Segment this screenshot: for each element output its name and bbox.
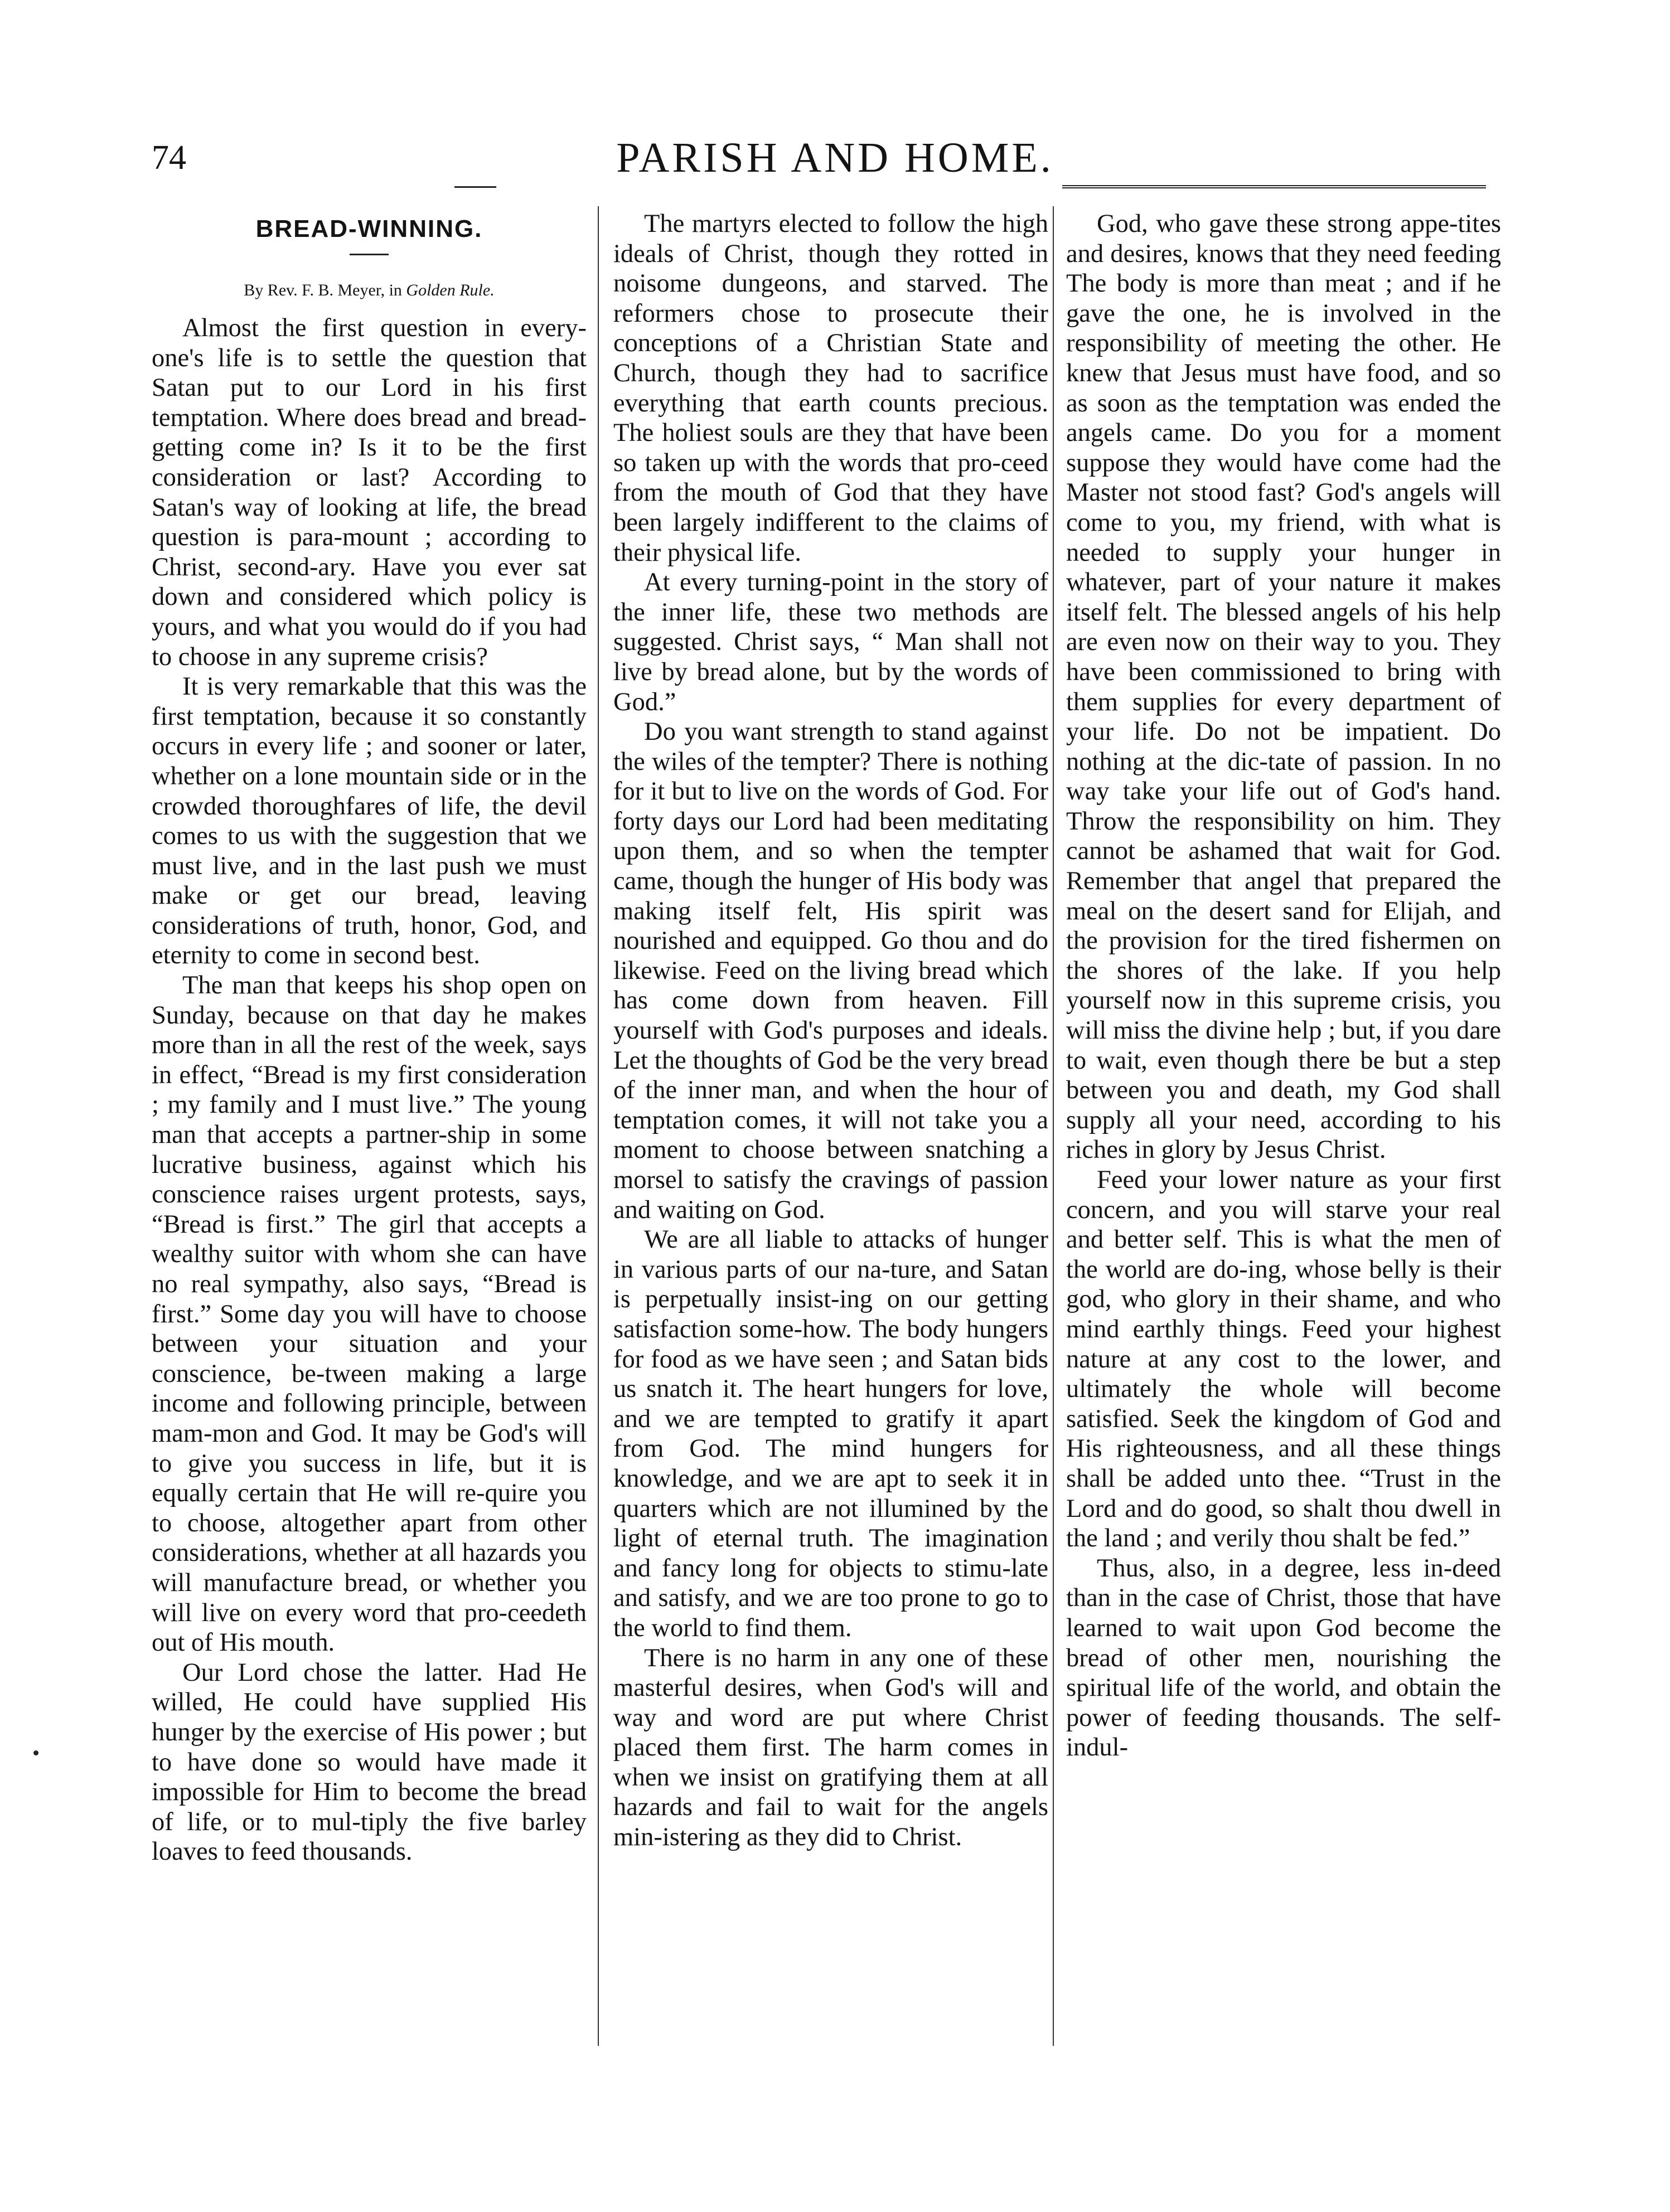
paragraph: There is no harm in any one of these masterful desires, when God's will and way and word are put where Christ placed them first. The harm comes in when we insist on gratifying them at all hazards and fail to wait for the angels min-istering as they did to Christ. — [613, 1643, 1048, 1852]
paragraph: Our Lord chose the latter. Had He willed, He could have supplied His hunger by the exercise of His power ; but to have done so would have made it impossible for Him to become the bread of life, or to mul-tiply the five barley loaves to feed thousands. — [152, 1658, 587, 1866]
page-number: 74 — [152, 139, 186, 177]
title-divider — [350, 254, 389, 255]
column-divider — [598, 206, 599, 2046]
paragraph: It is very remarkable that this was the first temptation, because it so constantly occurs in every life ; and sooner or later, whether on a lone mountain side or in the crowded thoroughfares of life, the devil comes to us with the suggestion that we must live, and in the last push we must make or get our bread, leaving considerations of truth, honor, God, and eternity to come in second best. — [152, 672, 587, 970]
column-divider — [1053, 206, 1054, 2046]
paragraph: Feed your lower nature as your first concern, and you will starve your real and better self. This is what the men of the world are do-ing, whose belly is their god, who glory in their shame, and who mind earthly things. Feed your highest nature at any cost to the lower, and ultimately the whole will become satisfied. Seek the kingdom of God and His righteousness, and all these things shall be added unto thee. “Trust in the Lord and do good, so shalt thou dwell in the land ; and verily thou shalt be fed.” — [1066, 1166, 1501, 1553]
paragraph: Almost the first question in every-one's life is to settle the question that Satan put to our Lord in his first temptation. Where does bread and bread-getting come in? Is it to be the first consideration or last? According to Satan's way of looking at life, the bread question is para-mount ; according to Christ, second-ary. Have you ever sat down and considered which policy is yours, and what you would do if you had to choose in any supreme crisis? — [152, 314, 587, 671]
article-column-3 — [1066, 209, 1501, 1763]
byline-author: By Rev. F. B. Meyer, in — [244, 281, 402, 299]
paragraph: We are all liable to attacks of hunger in various parts of our na-ture, and Satan is perpetually insist-ing on our getting satisfaction some-how. The body hungers for food as we have seen ; and Satan bids us snatch it. The heart hungers for love, and we are tempted to gratify it apart from God. The mind hungers for knowledge, and we are apt to seek it in quarters which are not illumined by the light of eternal truth. The imagination and fancy long for objects to stimu-late and satisfy, and we are too prone to go to the world to find them. — [613, 1225, 1048, 1642]
article-byline — [152, 278, 587, 303]
paragraph: God, who gave these strong appe-tites and desires, knows that they need feeding The body is more than meat ; and if he gave the one, he is involved in the responsibility of meeting the other. He knew that Jesus must have food, and so as soon as the temptation was ended the angels came. Do you for a moment suppose they would have come had the Master not stood fast? God's angels will come to you, my friend, with what is needed to supply your hunger in whatever, part of your nature it makes itself felt. The blessed angels of his help are even now on their way to you. They have been commissioned to bring with them supplies for every department of your life. Do not be impatient. Do nothing at the dic-tate of passion. In no way take your life out of God's hand. Throw the responsibility on him. They cannot be ashamed that wait for God. Remember that angel that prepared the meal on the desert sand for Elijah, and the provision for the tired fishermen on the shores of the lake. If you help yourself now in this supreme crisis, you will miss the divine help ; but, if you dare to wait, even though there be but a step between you and death, my God shall supply all your need, according to his riches in glory by Jesus Christ. — [1066, 210, 1501, 1165]
masthead-title: PARISH AND HOME. — [616, 134, 1054, 181]
header-rule-right — [1062, 185, 1486, 188]
article-title: BREAD-WINNING. — [255, 215, 483, 242]
paragraph: At every turning-point in the story of the inner life, these two methods are suggested. Christ says, “ Man shall not live by bread alone, but by the words of God.” — [613, 568, 1048, 716]
paragraph: The man that keeps his shop open on Sunday, because on that day he makes more than in all the rest of the week, says in effect, “Bread is my first consideration ; my family and I must live.” The young man that accepts a partner-ship in some lucrative business, against which his conscience raises urgent protests, says, “Bread is first.” The girl that accepts a wealthy suitor with whom she can have no real sympathy, also says, “Bread is first.” Some day you will have to choose between your situation and your conscience, be-tween making a large income and following principle, between mam-mon and God. It may be God's will to give you success in life, but it is equally certain that He will re-quire you to choose, altogether apart from other considerations, whether at all hazards you will manufacture bread, or whether you will live on every word that pro-ceedeth out of His mouth. — [152, 971, 587, 1657]
margin-speck — [33, 1750, 38, 1755]
byline-source: Golden Rule. — [406, 281, 495, 299]
paragraph: Thus, also, in a degree, less in-deed than in the case of Christ, those that have learned to wait upon God become the bread of other men, nourishing the spiritual life of the world, and obtain the power of feeding thousands. The self-indul- — [1066, 1554, 1501, 1762]
article-column-2 — [613, 209, 1048, 1852]
header-rule-left — [454, 186, 496, 188]
paragraph: The martyrs elected to follow the high ideals of Christ, though they rotted in noisome dungeons, and starved. The reformers chose to prosecute their conceptions of a Christian State and Church, though they had to sacrifice everything that earth counts precious. The holiest souls are they that have been so taken up with the words that pro-ceed from the mouth of God that they have been largely indifferent to the claims of their physical life. — [613, 210, 1048, 567]
article-column-1 — [152, 209, 587, 1867]
paragraph: Do you want strength to stand against the wiles of the tempter? There is nothing for it but to live on the words of God. For forty days our Lord had been meditating upon them, and so when the tempter came, though the hunger of His body was making itself felt, His spirit was nourished and equipped. Go thou and do likewise. Feed on the living bread which has come down from heaven. Fill yourself with God's purposes and ideals. Let the thoughts of God be the very bread of the inner man, and when the hour of temptation comes, it will not take you a moment to choose between snatching a morsel to satisfy the cravings of passion and waiting on God. — [613, 717, 1048, 1224]
